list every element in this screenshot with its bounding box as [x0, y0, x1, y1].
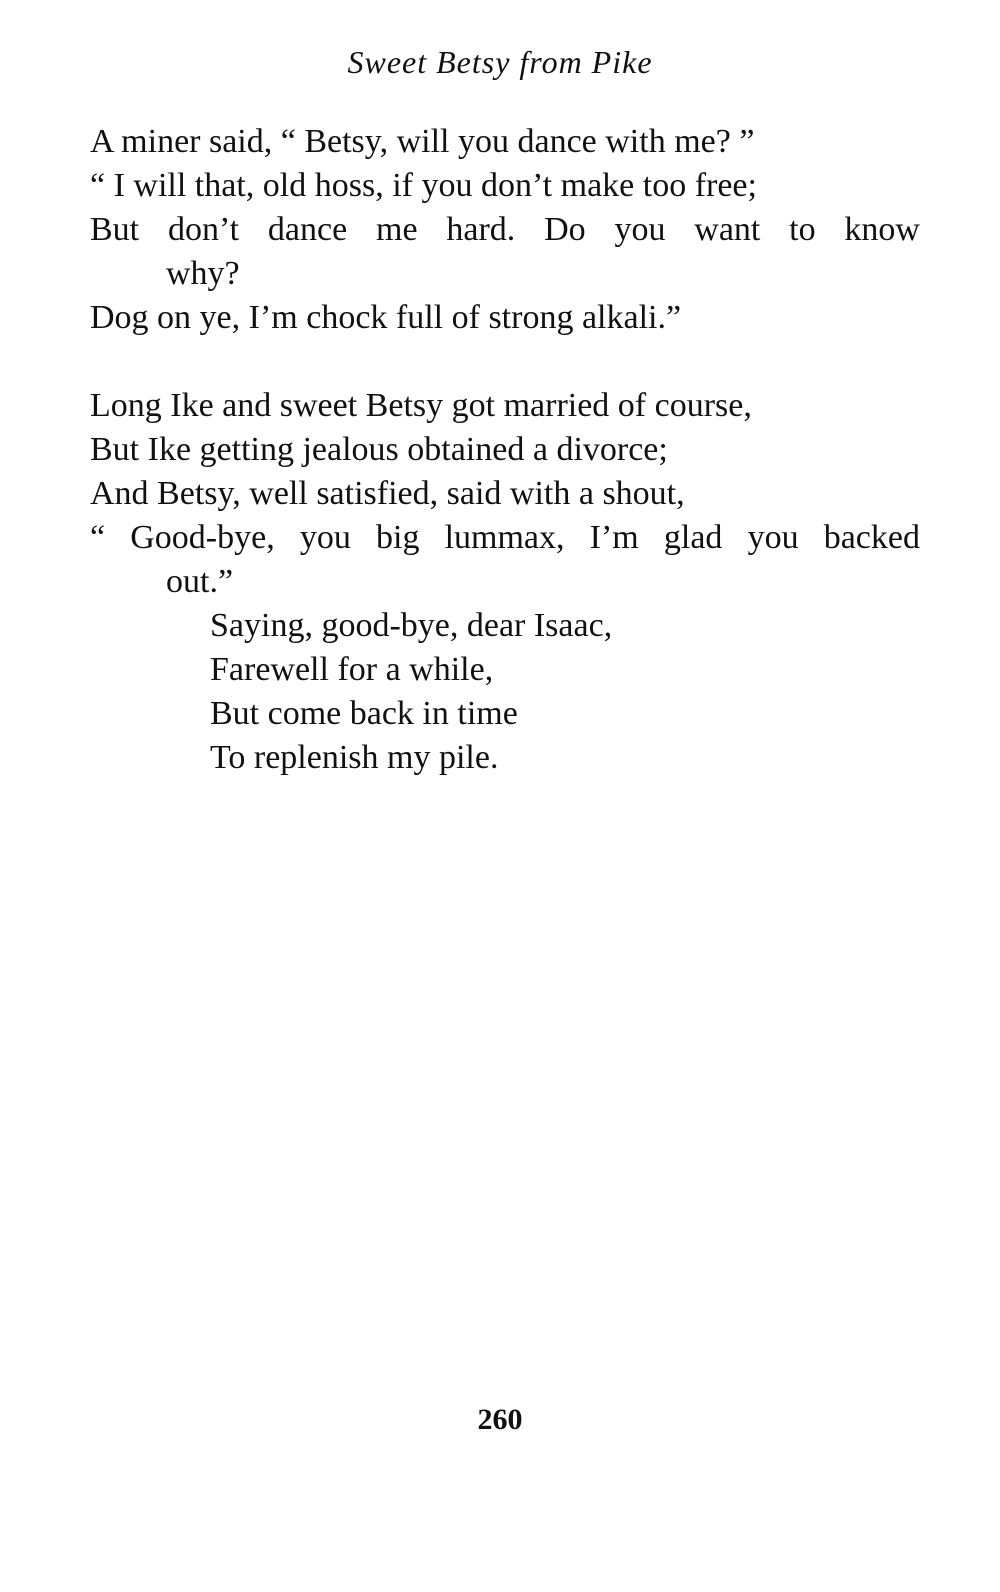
verse-line: “ Good-bye, you big lummax, I’m glad you backed: [90, 519, 920, 556]
verse-line: A miner said, “ Betsy, will you dance with me? ”: [90, 123, 755, 160]
page-number: 260: [477, 1403, 523, 1436]
verse-line: Long Ike and sweet Betsy got married of course,: [90, 387, 752, 424]
refrain-line: But come back in time: [210, 695, 518, 732]
page-title: Sweet Betsy from Pike: [347, 44, 653, 80]
verse-line: But Ike getting jealous obtained a divorce;: [90, 431, 668, 468]
refrain: [210, 604, 612, 780]
verse-line: Dog on ye, I’m chock full of strong alkali.”: [90, 299, 682, 336]
verse-line: And Betsy, well satisfied, said with a shout,: [90, 475, 685, 512]
refrain-line: Saying, good-bye, dear Isaac,: [210, 607, 613, 644]
refrain-line: Farewell for a while,: [210, 651, 494, 688]
verse-line: But don’t dance me hard. Do you want to know: [90, 211, 920, 248]
verse-line: “ I will that, old hoss, if you don’t make too free;: [90, 167, 757, 204]
verse-line-continuation: why?: [166, 255, 240, 292]
stanza: [90, 120, 920, 340]
refrain-line: To replenish my pile.: [210, 739, 499, 776]
verse-line-continuation: out.”: [166, 563, 234, 600]
stanza: [90, 384, 920, 604]
